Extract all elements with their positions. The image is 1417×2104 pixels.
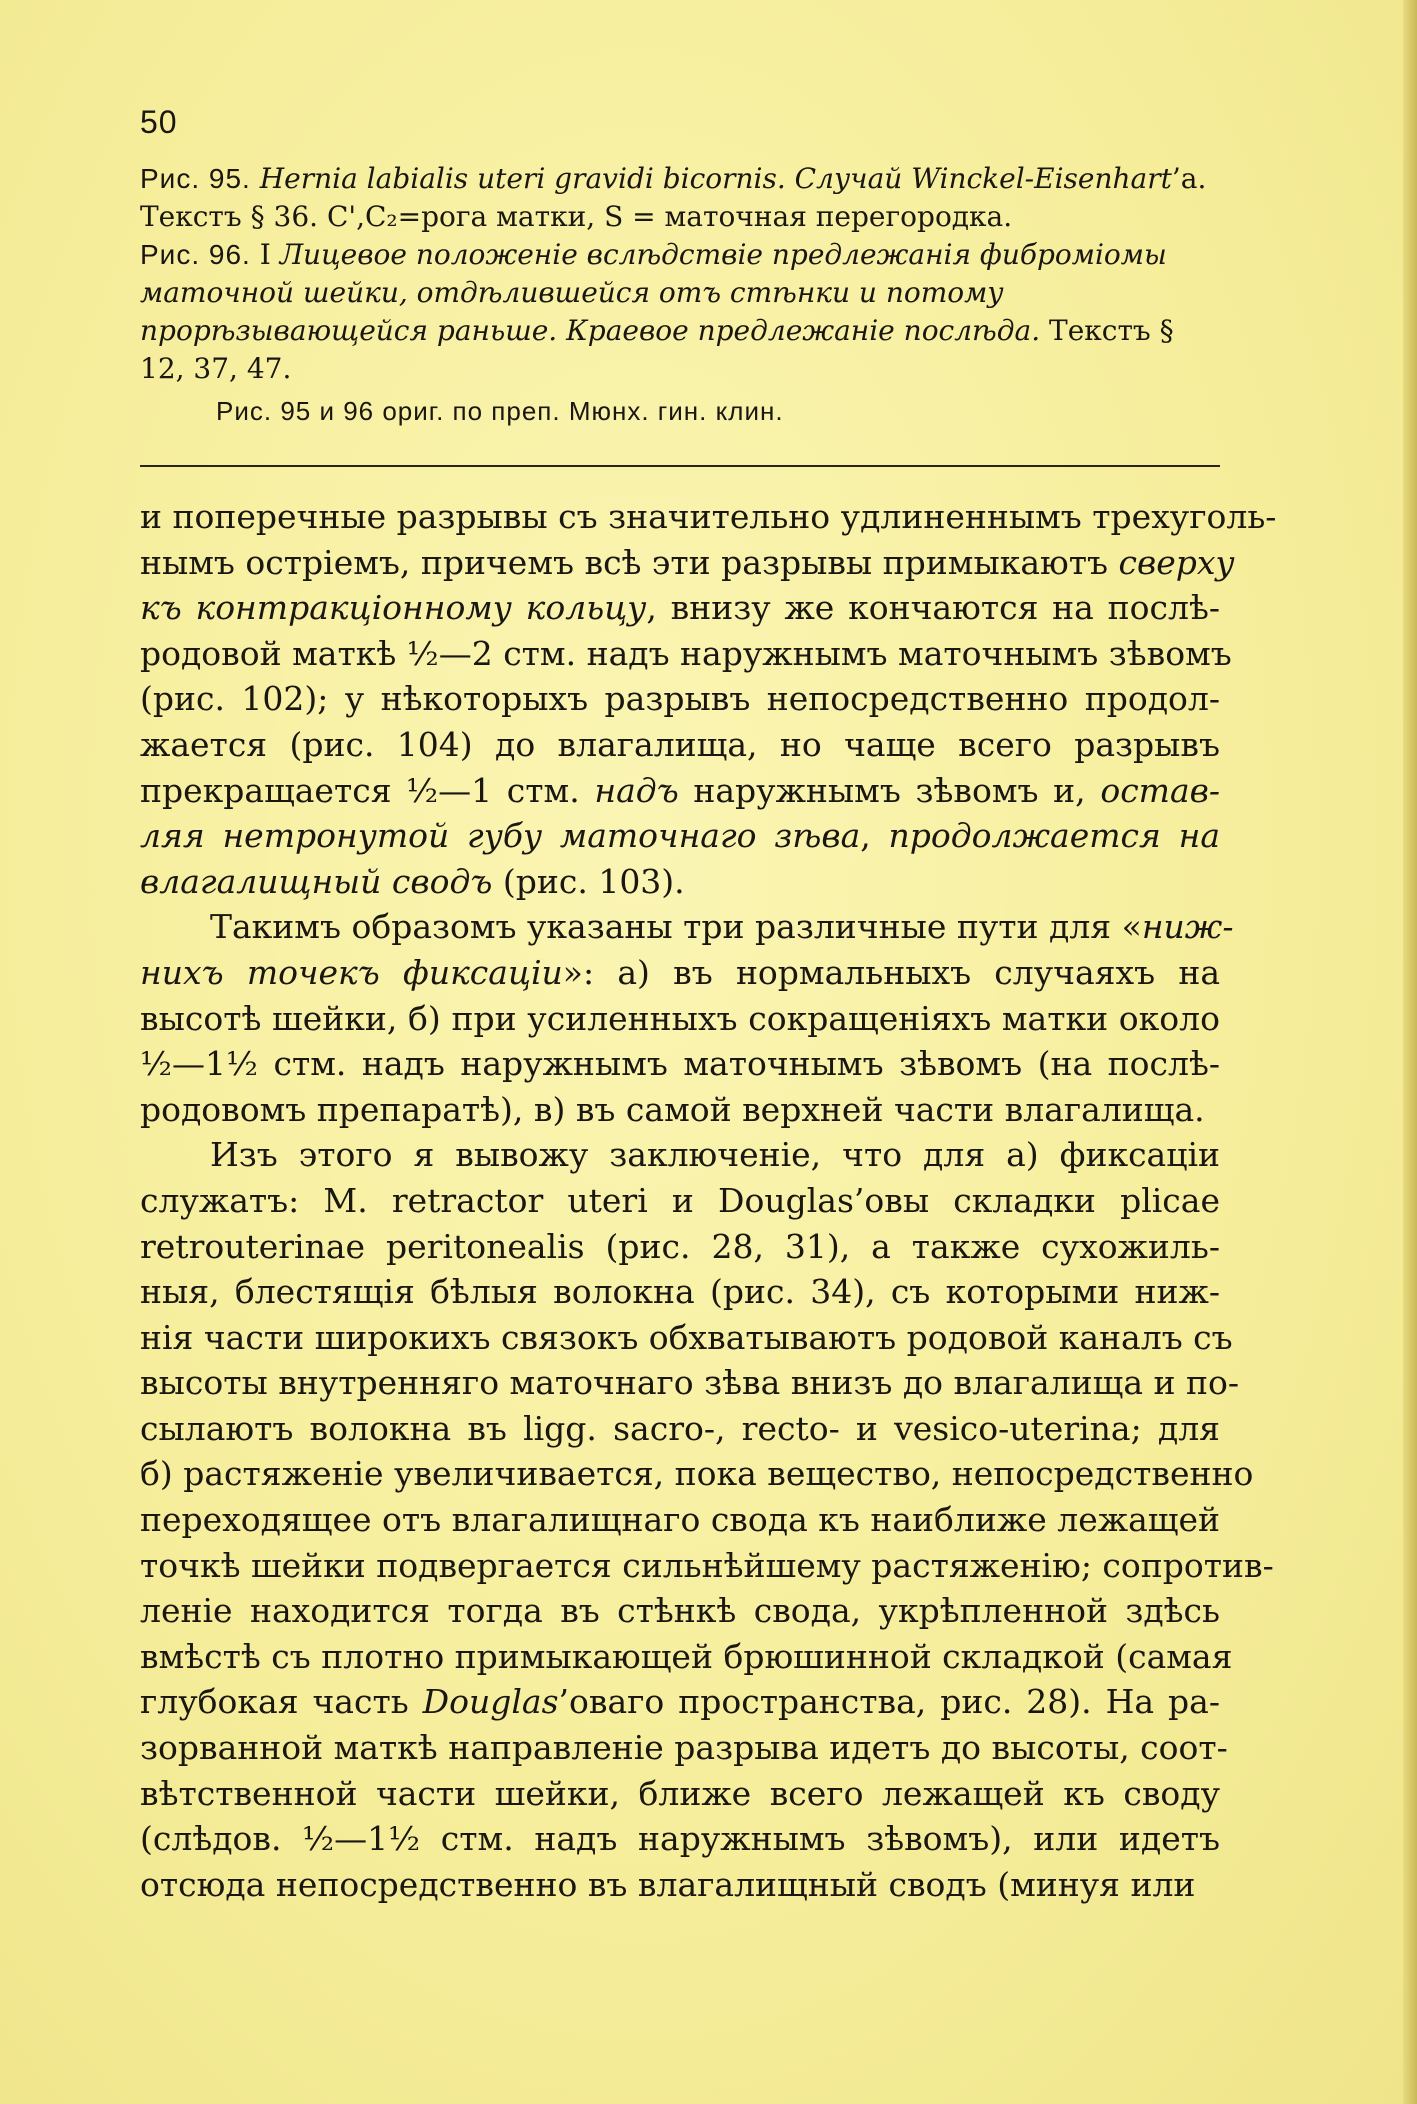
text-line [140, 813, 1220, 859]
caption-fig95 [140, 160, 1220, 236]
text-line [140, 1588, 1220, 1634]
caption-fig96-refs: Текстъ § 12, 37, 47. [140, 314, 1174, 385]
text-line [140, 950, 1220, 996]
text-line [140, 540, 1235, 586]
page-edge [1403, 0, 1417, 2104]
text-line [140, 1451, 1254, 1497]
italic-segment: нихъ точекъ фиксаціи [140, 952, 563, 992]
text-line [140, 1771, 1220, 1817]
text-segment: вмѣстѣ съ плотно примыкающей брюшинной складкой (самая [140, 1636, 1233, 1676]
caption-fig96-label: Рис. 96. [140, 239, 251, 270]
text-line [140, 1087, 1220, 1133]
italic-segment: сверху [1118, 542, 1235, 582]
italic-segment: надъ [594, 770, 679, 810]
text-segment: родовой маткѣ ½—2 стм. надъ наружнымъ маточнымъ зѣвомъ [140, 633, 1232, 673]
text-line [140, 768, 1220, 814]
text-segment: переходящее отъ влагалищнаго свода къ наиближе лежащей [140, 1500, 1220, 1540]
italic-segment: ниж- [1141, 907, 1234, 947]
text-line [140, 1269, 1220, 1315]
text-line [140, 1679, 1220, 1725]
text-segment: ½—1½ стм. надъ наружнымъ маточнымъ зѣвомъ (на послѣ- [140, 1044, 1220, 1084]
text-line [140, 494, 1277, 540]
separator-rule [140, 465, 1220, 467]
text-line [140, 1634, 1233, 1680]
page-number: 50 [140, 104, 178, 140]
text-segment: »: а) въ нормальныхъ случаяхъ на [562, 952, 1220, 992]
caption-fig95-title: Hernia labialis uteri gravidi bicornis. Случай Winckel-Eisenhart [259, 162, 1172, 195]
italic-segment: Douglas [422, 1682, 559, 1722]
text-segment: , [860, 816, 889, 856]
text-segment: прекращается ½—1 стм. [140, 770, 595, 810]
text-line [140, 1178, 1220, 1224]
text-line [140, 904, 1234, 950]
text-segment: сылаютъ волокна въ ligg. sacro-, recto- и vesico-uterina; для [140, 1408, 1220, 1448]
text-segment: (рис. 103). [492, 861, 685, 901]
caption-fig96-title: Лицевое положеніе вслѣдствіе предлежанія фиброміомы маточной шейки, отдѣлившейся отъ стѣнки и потому прорѣзывающейся раньше. Краевое предлежаніе послѣда. [140, 238, 1167, 347]
text-line [140, 1725, 1228, 1771]
text-line [140, 1862, 1220, 1908]
caption-fig96 [140, 236, 1220, 388]
text-segment: retrouterinae peritonealis (рис. 28, 31), а также сухожиль- [140, 1226, 1220, 1266]
text-segment: глубокая часть [140, 1682, 423, 1722]
text-segment: б) растяженіе увеличивается, пока вещество, непосредственно [140, 1454, 1254, 1494]
text-segment: ныя, блестящія бѣлыя волокна (рис. 34), съ которыми ниж- [140, 1272, 1220, 1312]
text-segment: наружнымъ зѣвомъ и, [678, 770, 1101, 810]
text-segment: жается (рис. 104) до влагалища, но чаще всего разрывъ [140, 724, 1220, 764]
text-segment: (слѣдов. ½—1½ стм. надъ наружнымъ зѣвомъ), или идетъ [140, 1819, 1220, 1859]
text-line [140, 996, 1220, 1042]
italic-segment: продолжается на [888, 816, 1221, 856]
figure-captions [140, 160, 1220, 430]
body-text [140, 494, 1277, 1907]
text-segment: высотѣ шейки, б) при усиленныхъ сокращеніяхъ матки около [140, 998, 1220, 1038]
italic-segment: ляя нетронутой губу маточнаго зѣва [140, 816, 861, 856]
paragraph-2 [140, 904, 1234, 1132]
caption-source: Рис. 95 и 96 ориг. по преп. Мюнх. гин. клин. [216, 396, 784, 426]
text-line [140, 1543, 1274, 1589]
text-line [140, 1406, 1220, 1452]
text-line [140, 1360, 1240, 1406]
text-segment: ’оваго пространства, рис. 28). На ра- [558, 1682, 1220, 1722]
text-segment: отсюда непосредственно въ влагалищный сводъ (минуя или [140, 1864, 1196, 1904]
text-line [140, 676, 1220, 722]
text-segment: , внизу же кончаются на послѣ- [646, 588, 1220, 628]
text-segment: вѣтственной части шейки, ближе всего лежащей къ своду [140, 1773, 1220, 1813]
text-segment: служатъ: M. retractor uteri и Douglas’овы складки plicae [140, 1180, 1220, 1220]
text-line [140, 859, 1220, 905]
text-segment: Такимъ образомъ указаны три различные пути для « [210, 907, 1142, 947]
caption-fig96-roman: I [259, 238, 271, 271]
text-segment: нымъ остріемъ, причемъ всѣ эти разрывы примыкаютъ [140, 542, 1119, 582]
paragraph-1 [140, 494, 1277, 904]
text-segment: и поперечные разрывы съ значительно удлиненнымъ трехуголь- [140, 497, 1277, 536]
text-line [140, 1132, 1220, 1178]
caption-fig95-label: Рис. 95. [140, 163, 251, 194]
italic-segment: остав- [1100, 770, 1221, 810]
text-line [140, 1816, 1220, 1862]
text-line [140, 1041, 1220, 1087]
text-segment: леніе находится тогда въ стѣнкѣ свода, укрѣпленной здѣсь [140, 1591, 1220, 1631]
text-segment: высоты внутренняго маточнаго зѣва внизъ до влагалища и по- [140, 1363, 1240, 1403]
paragraph-3 [140, 1132, 1274, 1907]
text-line [140, 631, 1232, 677]
italic-segment: влагалищный сводъ [140, 861, 493, 901]
italic-segment: къ контракціонному кольцу [140, 588, 647, 628]
text-line [140, 1224, 1220, 1270]
text-segment: точкѣ шейки подвергается сильнѣйшему растяженію; сопротив- [140, 1545, 1274, 1585]
caption-fig95-suffix: ’а. Текстъ § 36. C',C₂=рога матки, S = маточная перегородка. [140, 162, 1207, 233]
text-line [140, 722, 1220, 768]
text-line [140, 585, 1220, 631]
text-segment: родовомъ препаратѣ), в) въ самой верхней части влагалища. [140, 1089, 1205, 1129]
text-segment: (рис. 102); у нѣкоторыхъ разрывъ непосредственно продол- [140, 679, 1220, 719]
text-line [140, 1497, 1220, 1543]
text-segment: зорванной маткѣ направленіе разрыва идетъ до высоты, соот- [140, 1728, 1228, 1768]
text-segment: Изъ этого я вывожу заключеніе, что для а) фиксаціи [210, 1135, 1220, 1175]
text-segment: нія части широкихъ связокъ обхватываютъ родовой каналъ съ [140, 1317, 1233, 1357]
text-line [140, 1315, 1233, 1361]
